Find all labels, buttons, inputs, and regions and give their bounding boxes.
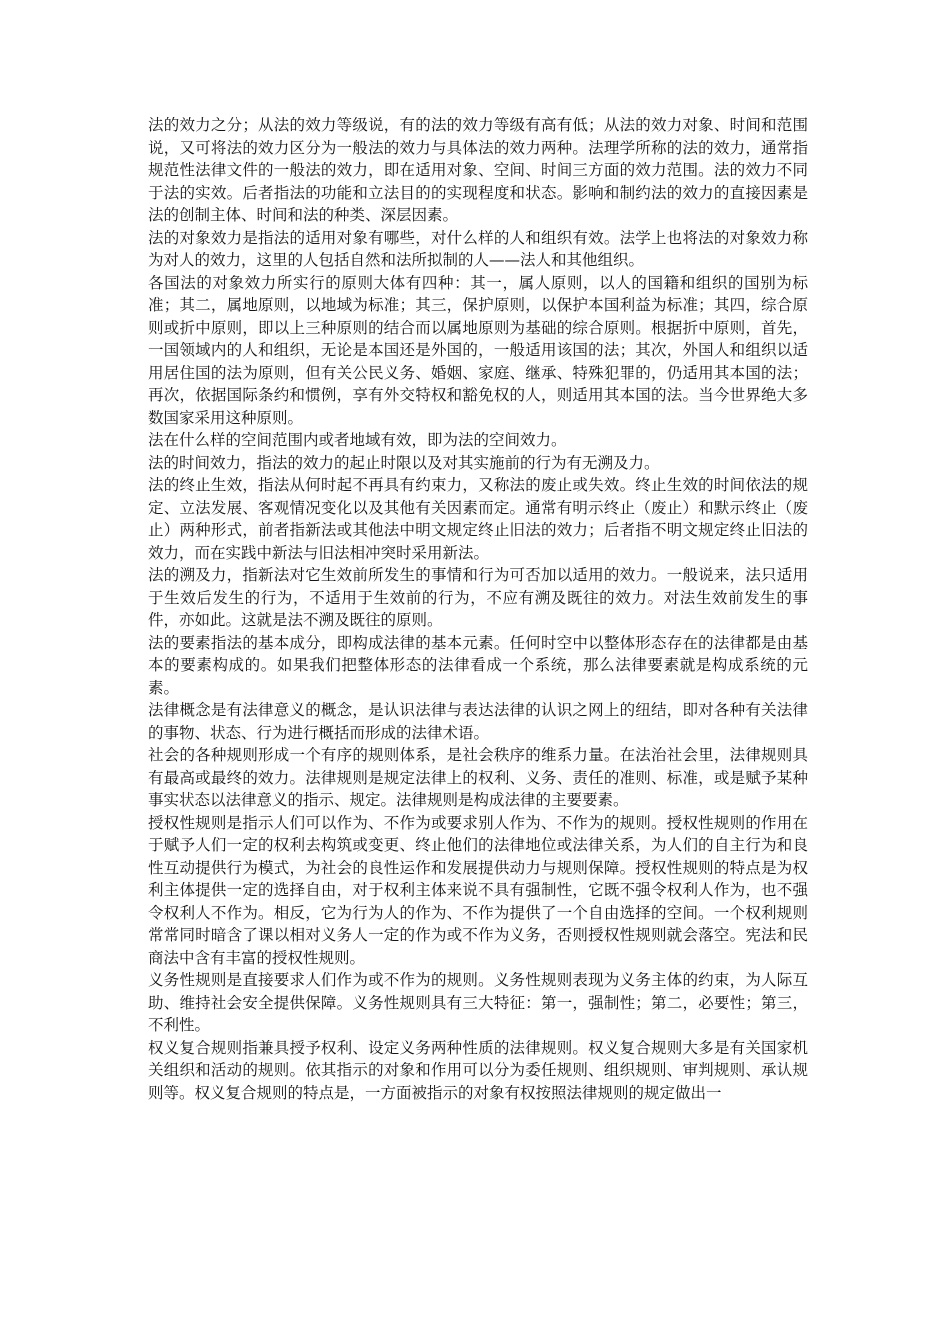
paragraph-spatial-validity: 法在什么样的空间范围内或者地域有效，即为法的空间效力。 — [148, 431, 567, 449]
paragraph-legal-elements: 法的要素指法的基本成分，即构成法律的基本元素。任何时空中以整体形态存在的法律都是由基本的要素构成的。如果我们把整体形态的法律看成一个系统，那么法律要素就是构成系统的元素。 — [148, 633, 808, 697]
paragraph-object-validity-principles: 各国法的对象效力所实行的原则大体有四种：其一，属人原则，以人的国籍和组织的国别为标准；其二，属地原则，以地域为标准；其三，保护原则，以保护本国利益为标准；其四，综合原则或折中原则，即以上三种原则的结合而以属地原则为基础的综合原则。根据折中原则，首先，一国领域内的人和组织，无论是本国还是外国的，一般适用该国的法；其次，外国人和组织以适用居住国的法为原则，但有关公民义务、婚姻、家庭、继承、特殊犯罪的，仍适用其本国的法；再次，依据国际条约和惯例，享有外交特权和豁免权的人，则适用其本国的法。当今世界绝大多数国家采用这种原则。 — [148, 273, 808, 427]
paragraph-object-validity: 法的对象效力是指法的适用对象有哪些，对什么样的人和组织有效。法学上也将法的对象效力称为对人的效力，这里的人包括自然和法所拟制的人——法人和其他组织。 — [148, 228, 808, 269]
paragraph-legal-concepts: 法律概念是有法律意义的概念，是认识法律与表达法律的认识之网上的纽结，即对各种有关法律的事物、状态、行为进行概括而形成的法律术语。 — [148, 701, 808, 742]
document-body — [148, 114, 808, 1104]
paragraph-legal-rules: 社会的各种规则形成一个有序的规则体系，是社会秩序的维系力量。在法治社会里，法律规则具有最高或最终的效力。法律规则是规定法律上的权利、义务、责任的准则、标准，或是赋予某种事实状态以法律意义的指示、规定。法律规则是构成法律的主要要素。 — [148, 746, 808, 809]
paragraph-empowering-rules: 授权性规则是指示人们可以作为、不作为或要求别人作为、不作为的规则。授权性规则的作用在于赋予人们一定的权利去构筑或变更、终止他们的法律地位或法律关系，为人们的自主行为和良性互动提供行为模式，为社会的良性运作和发展提供动力与规则保障。授权性规则的特点是为权利主体提供一定的选择自由，对于权利主体来说不具有强制性，它既不强令权利人作为，也不强令权利人不作为。相反，它为行为人的作为、不作为提供了一个自由选择的空间。一个权利规则常常同时暗含了课以相对义务人一定的作为或不作为义务，否则授权性规则就会落空。宪法和民商法中含有丰富的授权性规则。 — [148, 813, 808, 967]
paragraph-temporal-validity: 法的时间效力，指法的效力的起止时限以及对其实施前的行为有无溯及力。 — [148, 453, 660, 472]
paragraph-validity-classification: 法的效力之分；从法的效力等级说，有的法的效力等级有高有低；从法的效力对象、时间和范围说，又可将法的效力区分为一般法的效力与具体法的效力两种。法理学所称的法的效力，通常指规范性法律文件的一般法的效力，即在适用对象、空间、时间三方面的效力范围。法的效力不同于法的实效。后者指法的功能和立法目的的实现程度和状态。影响和制约法的效力的直接因素是法的创制主体、时间和法的种类、深层因素。 — [148, 116, 808, 224]
paragraph-compound-rules: 权义复合规则指兼具授予权利、设定义务两种性质的法律规则。权义复合规则大多是有关国家机关组织和活动的规则。依其指示的对象和作用可以分为委任规则、组织规则、审判规则、承认规则等。权义复合规则的特点是，一方面被指示的对象有权按照法律规则的规定做出一 — [148, 1038, 808, 1102]
paragraph-termination: 法的终止生效，指法从何时起不再具有约束力，又称法的废止或失效。终止生效的时间依法的规定、立法发展、客观情况变化以及其他有关因素而定。通常有明示终止（废止）和默示终止（废止）两种形式，前者指新法或其他法中明文规定终止旧法的效力；后者指不明文规定终止旧法的效力，而在实践中新法与旧法相冲突时采用新法。 — [148, 476, 808, 562]
paragraph-obligatory-rules: 义务性规则是直接要求人们作为或不作为的规则。义务性规则表现为义务主体的约束，为人际互助、维持社会安全提供保障。义务性规则具有三大特征：第一，强制性；第二，必要性；第三，不利性。 — [148, 971, 808, 1034]
paragraph-retroactivity: 法的溯及力，指新法对它生效前所发生的事情和行为可否加以适用的效力。一般说来，法只适用于生效后发生的行为，不适用于生效前的行为，不应有溯及既往的效力。对法生效前发生的事件，亦如此。这就是法不溯及既往的原则。 — [148, 566, 808, 629]
